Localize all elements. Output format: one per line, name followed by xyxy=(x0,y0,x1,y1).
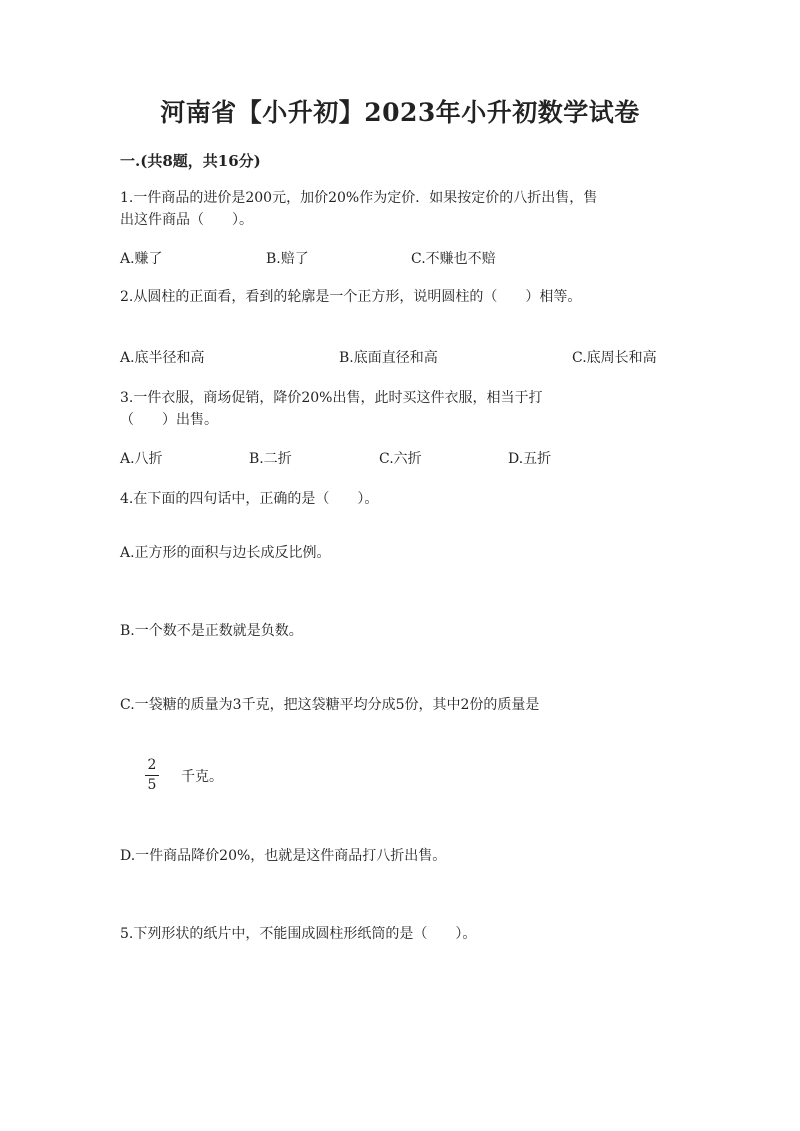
page-title: 河南省【小升初】2023年小升初数学试卷 xyxy=(160,98,640,127)
question-3-option-c: C.六折 xyxy=(379,451,422,467)
question-4-option-a: A.正方形的面积与边长成反比例。 xyxy=(120,545,331,561)
question-line: （ ）出售。 xyxy=(120,412,218,428)
question-3-option-d: D.五折 xyxy=(508,451,552,467)
question-3-text xyxy=(120,387,542,431)
question-4-option-c: C.一袋糖的质量为3千克，把这袋糖平均分成5份，其中2份的质量是 xyxy=(120,697,540,713)
question-line: 4.在下面的四句话中，正确的是（ ）。 xyxy=(120,491,379,507)
question-line: 1.一件商品的进价是200元，加价20%作为定价．如果按定价的八折出售，售 xyxy=(120,190,598,206)
question-4-option-b: B.一个数不是正数就是负数。 xyxy=(120,623,303,639)
question-3-option-b: B.二折 xyxy=(249,451,292,467)
question-1-option-a: A.赚了 xyxy=(120,251,163,267)
question-1-text xyxy=(120,187,597,231)
question-1-option-c: C.不赚也不赔 xyxy=(411,251,496,267)
fraction xyxy=(142,758,162,793)
fraction-numerator: 2 xyxy=(147,757,157,773)
question-line: 出这件商品（ ）。 xyxy=(120,212,253,228)
question-line: 3.一件衣服，商场促销，降价20%出售，此时买这件衣服，相当于打 xyxy=(120,390,543,406)
question-3-option-a: A.八折 xyxy=(120,451,163,467)
fraction-unit: 千克。 xyxy=(181,769,223,785)
question-5-text xyxy=(120,923,476,945)
question-2-option-c: C.底周长和高 xyxy=(572,350,657,366)
fraction-bar xyxy=(145,775,159,776)
question-2-option-b: B.底面直径和高 xyxy=(339,350,438,366)
question-4-option-d: D.一件商品降价20%，也就是这件商品打八折出售。 xyxy=(120,848,447,864)
question-2-option-a: A.底半径和高 xyxy=(120,350,205,366)
question-4-text xyxy=(120,488,378,510)
question-line: 2.从圆柱的正面看，看到的轮廓是一个正方形，说明圆柱的（ ）相等。 xyxy=(120,289,582,305)
fraction-denominator: 5 xyxy=(147,777,157,793)
question-line: 5.下列形状的纸片中，不能围成圆柱形纸筒的是（ ）。 xyxy=(120,926,477,942)
question-1-option-b: B.赔了 xyxy=(266,251,309,267)
question-2-text xyxy=(120,286,581,308)
section-heading: 一.(共8题，共16分) xyxy=(120,152,261,170)
